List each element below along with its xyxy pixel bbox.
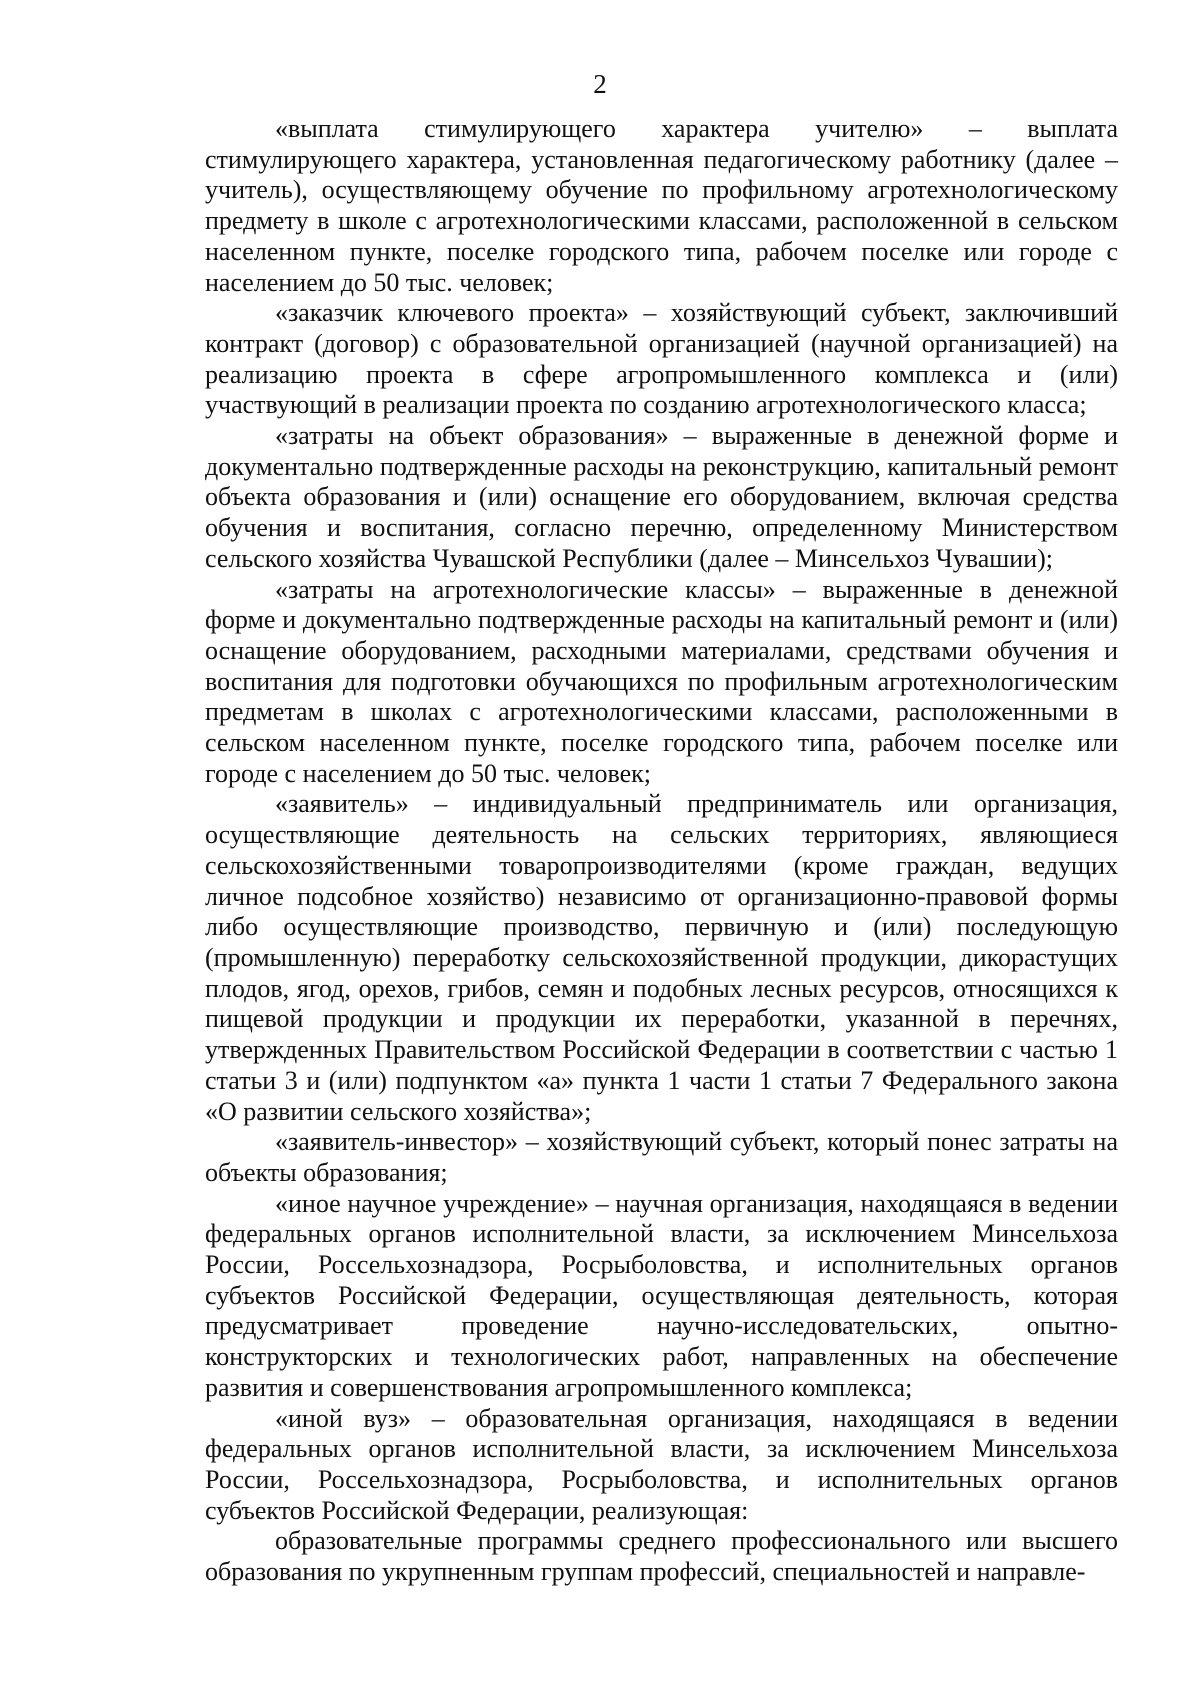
paragraph-incentive-payment: «выплата стимулирующего характера учителю» – выплата стимулирующего характера, установленная педагогическому работнику (далее – учитель), осуществляющему обучение по профильному агротехнологическому предмету в школе с агротехнологическими классами, расположенной в сельском населенном пункте, поселке городского типа, рабочем поселке или городе с населением до 50 тыс. человек; — [205, 114, 1118, 297]
paragraph-key-project-customer: «заказчик ключевого проекта» – хозяйствующий субъект, заключивший контракт (договор) с образовательной организацией (научной организацией) на реализацию проекта в сфере агропромышленного комплекса и (или) участвующий в реализации проекта по созданию агротехнологического класса; — [205, 298, 1118, 420]
paragraph-education-object-costs: «затраты на объект образования» – выраженные в денежной форме и документально подтвержденные расходы на реконструкцию, капитальный ремонт объекта образования и (или) оснащение его оборудованием, включая средства обучения и воспитания, согласно перечню, определенному Министерством сельского хозяйства Чувашской Республики (далее – Минсельхоз Чувашии); — [205, 421, 1118, 573]
document-body — [205, 114, 1118, 1588]
paragraph-applicant: «заявитель» – индивидуальный предприниматель или организация, осуществляющие деятельность на сельских территориях, являющиеся сельскохозяйственными товаропроизводителями (кроме граждан, ведущих личное подсобное хозяйство) независимо от организационно-правовой формы либо осуществляющие производство, первичную и (или) последующую (промышленную) переработку сельскохозяйственной продукции, дикорастущих плодов, ягод, орехов, грибов, семян и подобных лесных ресурсов, относящихся к пищевой продукции и продукции их переработки, указанной в перечнях, утвержденных Правительством Российской Федерации в соответствии с частью 1 статьи 3 и (или) подпунктом «а» пункта 1 части 1 статьи 7 Федерального закона «О развитии сельского хозяйства»; — [205, 789, 1118, 1126]
paragraph-educational-programs: образовательные программы среднего профессионального или высшего образования по укрупненным группам профессий, специальностей и направле- — [205, 1526, 1118, 1587]
page-number: 2 — [593, 69, 607, 99]
paragraph-applicant-investor: «заявитель-инвестор» – хозяйствующий субъект, который понес затраты на объекты образования; — [205, 1127, 1118, 1187]
paragraph-other-scientific-institution: «иное научное учреждение» – научная организация, находящаяся в ведении федеральных органов исполнительной власти, за исключением Минсельхоза России, Россельхознадзора, Росрыболовства, и исполнительных органов субъектов Российской Федерации, осуществляющая деятельность, которая предусматривает проведение научно-исследовательских, опытно-конструкторских и технологических работ, направленных на обеспечение развития и совершенствования агропромышленного комплекса; — [205, 1188, 1118, 1402]
paragraph-other-university: «иной вуз» – образовательная организация, находящаяся в ведении федеральных органов исполнительной власти, за исключением Минсельхоза России, Россельхознадзора, Росрыболовства, и исполнительных органов субъектов Российской Федерации, реализующая: — [205, 1403, 1118, 1525]
paragraph-agrotech-class-costs: «затраты на агротехнологические классы» – выраженные в денежной форме и документально подтвержденные расходы на капитальный ремонт и (или) оснащение оборудованием, расходными материалами, средствами обучения и воспитания для подготовки обучающихся по профильным агротехнологическим предметам в школах с агротехнологическими классами, расположенными в сельском населенном пункте, поселке городского типа, рабочем поселке или городе с населением до 50 тыс. человек; — [205, 574, 1118, 788]
